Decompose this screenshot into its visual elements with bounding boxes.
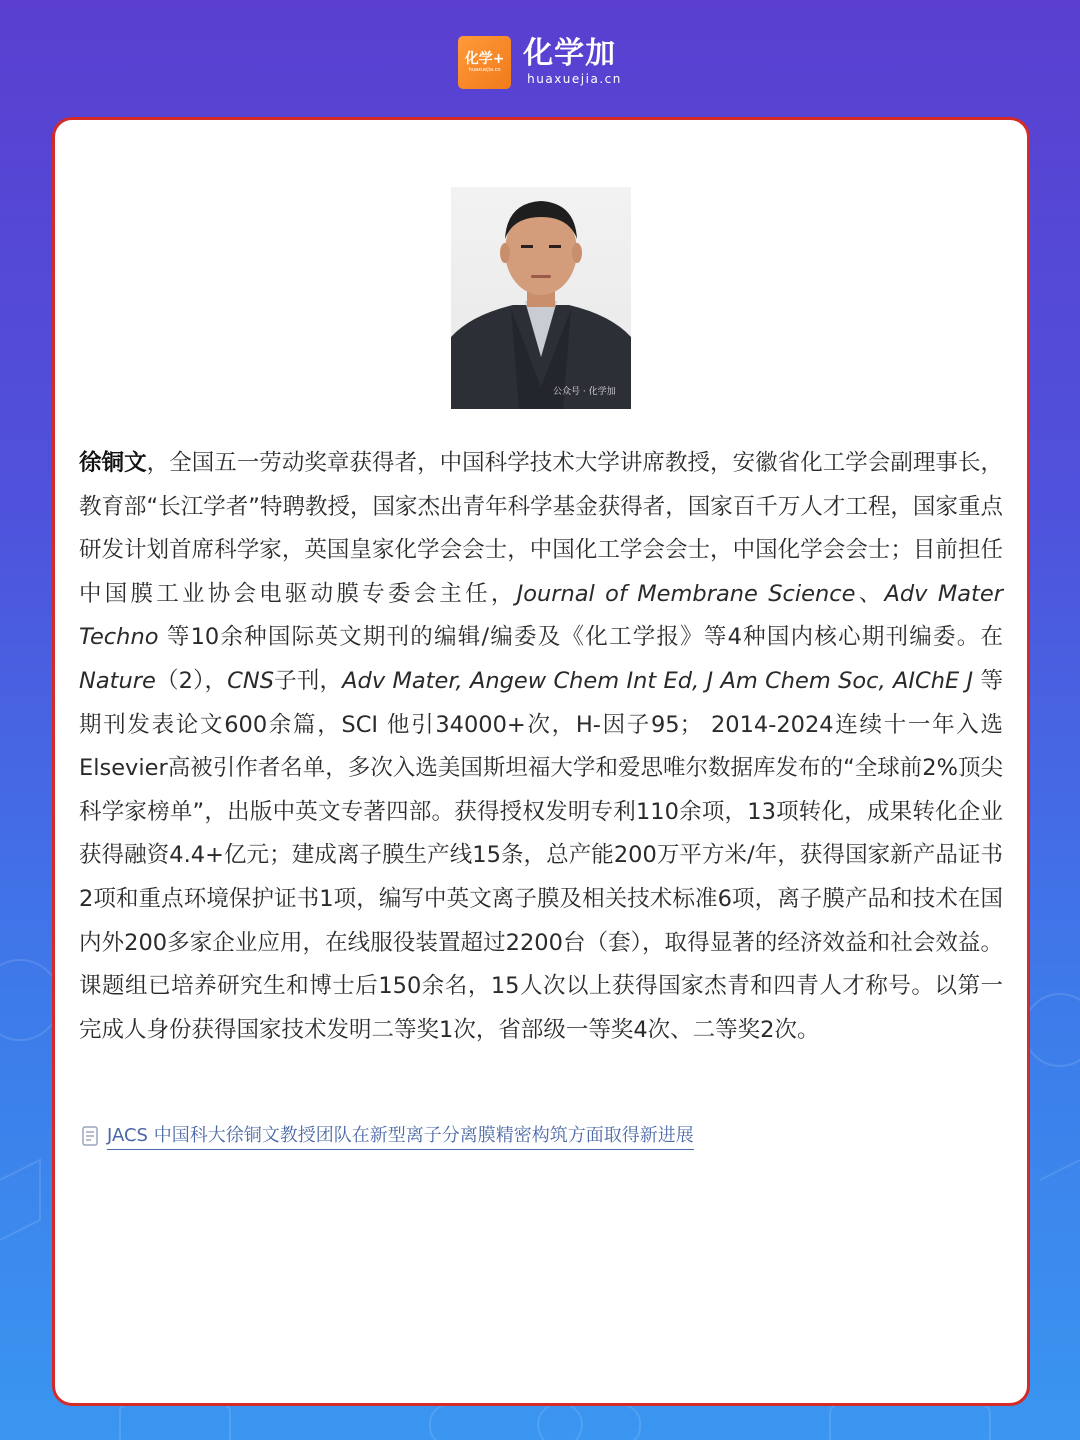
- journal-name: CNS: [227, 667, 274, 694]
- logo-mark-subtext: huaxuejia.cn: [468, 66, 501, 73]
- bio-text: 、: [855, 580, 885, 607]
- person-name: 徐铜文: [79, 450, 147, 476]
- portrait-photo: [451, 187, 631, 409]
- journal-name: Adv Mater, Angew Chem Int Ed, J Am Chem Soc, AIChE J: [342, 667, 974, 694]
- brand-domain: huaxuejia.cn: [527, 72, 622, 86]
- bio-text: 等10余种国际英文期刊的编辑/编委及《化工学报》等4种国内核心期刊编委。在: [158, 624, 1003, 651]
- huaxuejia-logo-icon[interactable]: [458, 36, 511, 89]
- bio-text: 等期刊发表论文600余篇，SCI 他引34000+次，H-因子95； 2014-2024连续十一年入选Elsevier高被引作者名单，多次入选美国斯坦福大学和爱思唯尔数据库发布的“全球前2%顶尖科学家榜单”，出版中英文专著四部。获得授权发明专利110余项，13项转化，成果转化企业获得融资4.4+亿元；建成离子膜生产线15条，总产能200万平方米/年，获得国家新产品证书2项和重点环境保护证书1项，编写中英文离子膜及相关技术标准6项，离子膜产品和技术在国内外200多家企业应用，在线服役装置超过2200台（套），取得显著的经济效益和社会效益。课题组已培养研究生和博士后150余名，15人次以上获得国家杰青和四青人才称号。以第一完成人身份获得国家技术发明二等奖1次，省部级一等奖4次、二等奖2次。: [79, 667, 1003, 1043]
- site-header: [0, 34, 1080, 90]
- journal-name: Adv Mater Techno: [79, 580, 1003, 651]
- document-icon: [81, 1126, 99, 1146]
- bio-text: ，全国五一劳动奖章获得者，中国科学技术大学讲席教授，安徽省化工学会副理事长，教育部“长江学者”特聘教授，国家杰出青年科学基金获得者，国家百千万人才工程，国家重点研发计划首席科学家，英国皇家化学会会士，中国化工学会会士，中国化学会会士；目前担任中国膜工业协会电驱动膜专委会主任，: [79, 450, 1003, 607]
- brand-name: 化学加: [523, 36, 617, 71]
- journal-name: Nature: [79, 667, 156, 694]
- bio-paragraph: [79, 442, 1003, 1052]
- content-card: [52, 117, 1030, 1406]
- logo-mark-text: 化学+: [464, 50, 505, 67]
- portrait-illustration: [451, 187, 631, 409]
- journal-name: Journal of Membrane Science: [516, 580, 856, 607]
- logo-wordmark[interactable]: [523, 37, 622, 87]
- bio-text: 子刊，: [274, 667, 343, 694]
- photo-watermark: 公众号 · 化学加: [553, 387, 616, 397]
- related-article-title[interactable]: JACS 中国科大徐铜文教授团队在新型离子分离膜精密构筑方面取得新进展: [107, 1121, 694, 1150]
- related-article-link[interactable]: [81, 1121, 694, 1150]
- bio-text: （2），: [155, 667, 228, 694]
